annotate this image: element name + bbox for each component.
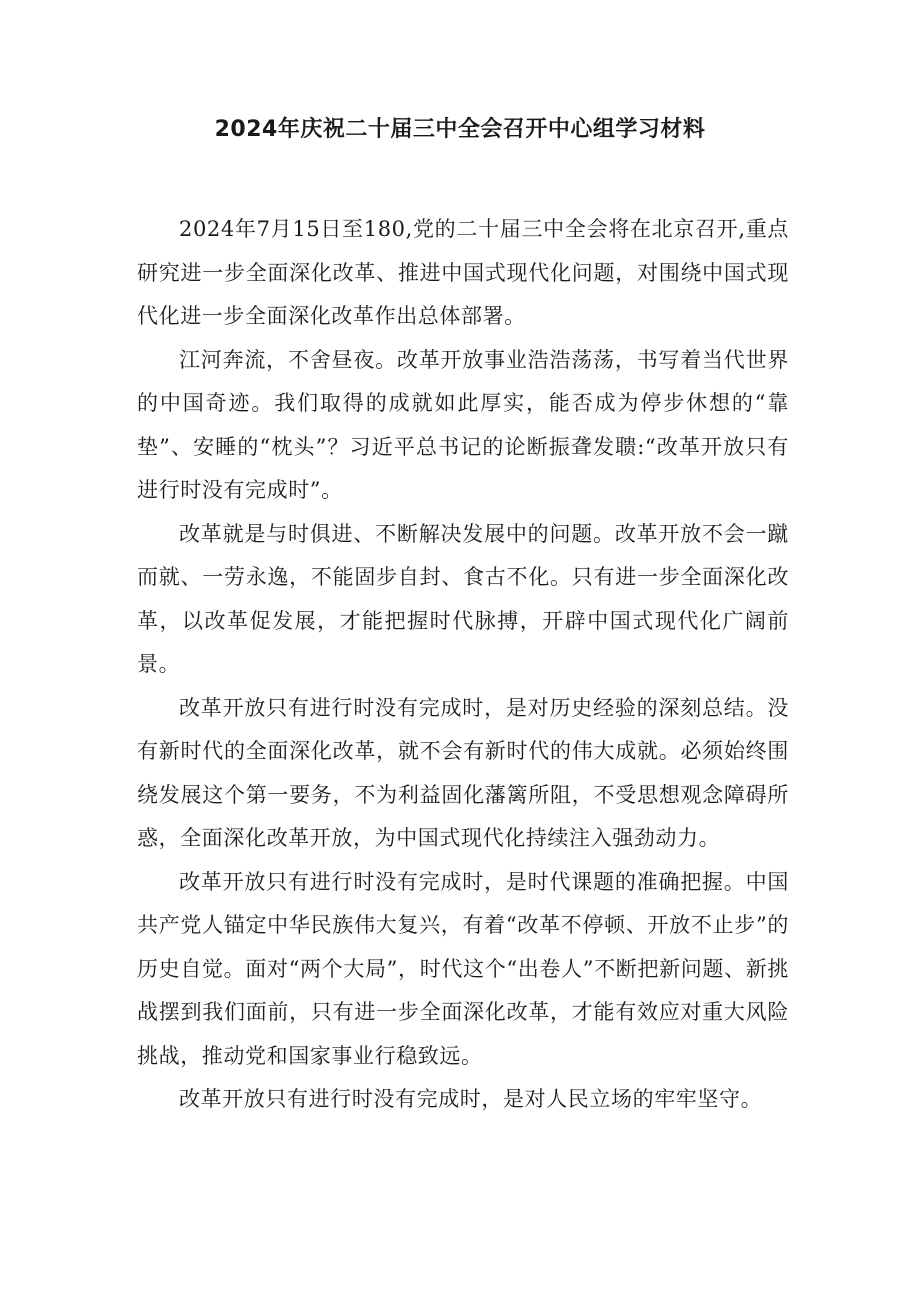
- document-body: [137, 208, 789, 1122]
- paragraph-1: 2024年7月15日至180,党的二十届三中全会将在北京召开,重点研究进一步全面深化改革、推进中国式现代化问题，对围绕中国式现代化进一步全面深化改革作出总体部署。: [137, 217, 789, 328]
- paragraph-5: 改革开放只有进行时没有完成时，是时代课题的准确把握。中国共产党人锚定中华民族伟大复兴，有着“改革不停顿、开放不止步”的历史自觉。面对“两个大局”，时代这个“出卷人”不断把新问题、新挑战摆到我们面前，只有进一步全面深化改革，才能有效应对重大风险挑战，推动党和国家事业行稳致远。: [137, 869, 789, 1068]
- document-title: 2024年庆祝二十届三中全会召开中心组学习材料: [214, 117, 706, 142]
- paragraph-6: 改革开放只有进行时没有完成时，是对人民立场的牢牢坚守。: [179, 1087, 763, 1111]
- paragraph-2: 江河奔流，不舍昼夜。改革开放事业浩浩荡荡，书写着当代世界的中国奇迹。我们取得的成就如此厚实，能否成为停步休想的“靠垫”、安睡的“枕头”？习近平总书记的论断振聋发聩:“改革开放只有进行时没有完成时”。: [137, 347, 789, 502]
- paragraph-4: 改革开放只有进行时没有完成时，是对历史经验的深刻总结。没有新时代的全面深化改革，就不会有新时代的伟大成就。必须始终围绕发展这个第一要务，不为利益固化藩篱所阻，不受思想观念障碍所惑，全面深化改革开放，为中国式现代化持续注入强劲动力。: [137, 695, 789, 850]
- paragraph-3: 改革就是与时俱进、不断解决发展中的问题。改革开放不会一蹴而就、一劳永逸，不能固步自封、食古不化。只有进一步全面深化改革，以改革促发展，才能把握时代脉搏，开辟中国式现代化广阔前景。: [137, 521, 789, 676]
